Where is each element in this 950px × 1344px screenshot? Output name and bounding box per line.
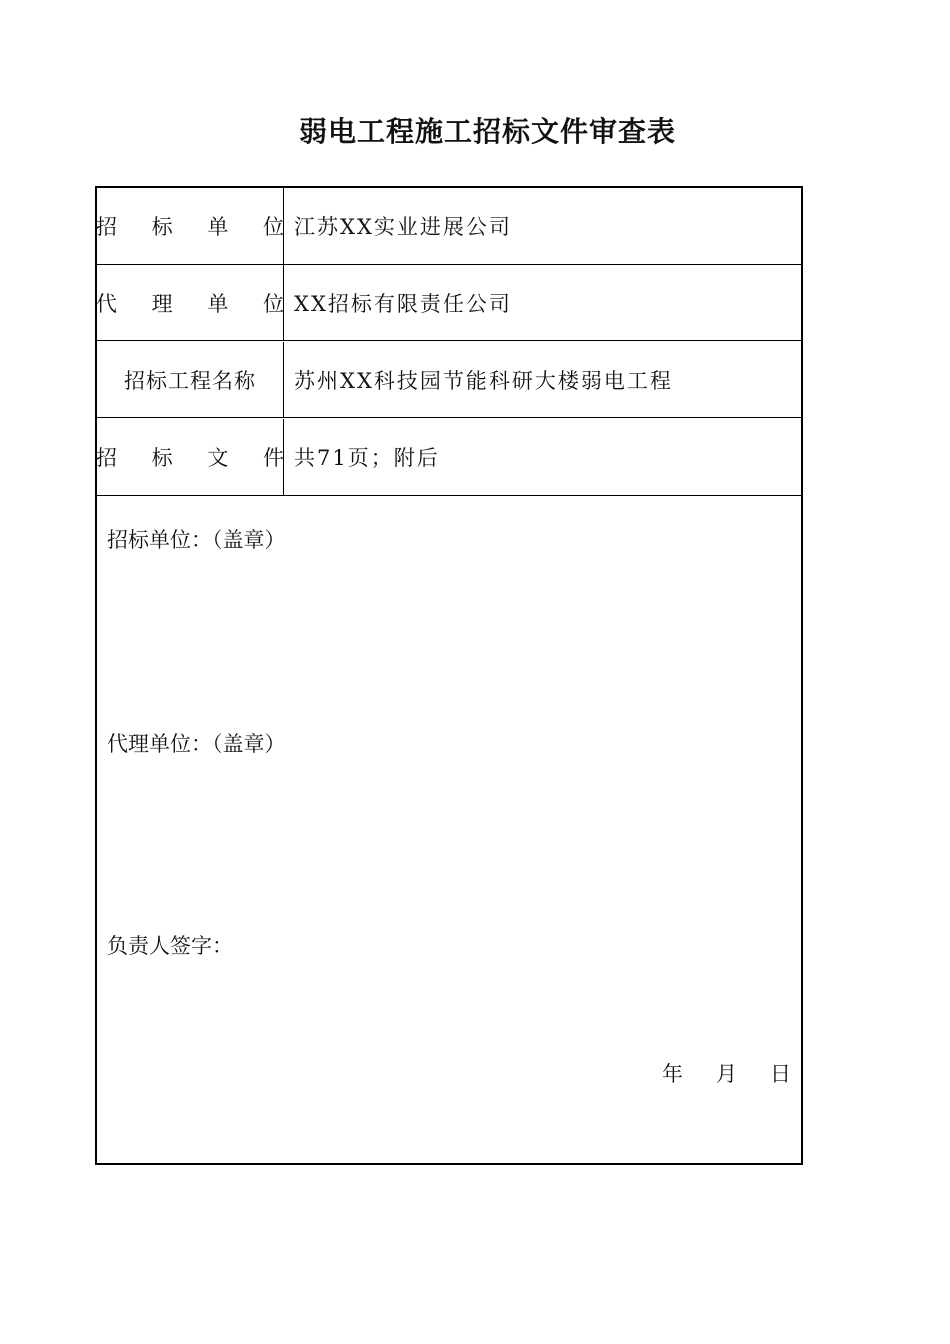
agent-unit-value: XX招标有限责任公司: [294, 291, 512, 316]
row-label-cell: [97, 342, 284, 417]
tender-unit-label: 招 标 单 位: [95, 215, 299, 239]
date-day-label: 日: [770, 1062, 791, 1086]
table-row-tender-unit: [97, 188, 801, 265]
row-label-cell: [95, 265, 299, 340]
agent-unit-label: 代 理 单 位: [95, 291, 299, 316]
tender-documents-label: 招 标 文 件: [95, 446, 299, 470]
tender-documents-value: 共71页；附后: [294, 446, 440, 470]
table-row-project-name: [97, 342, 801, 418]
project-name-value: 苏州XX科技园节能科研大楼弱电工程: [294, 368, 673, 393]
table-row-tender-documents: [97, 419, 801, 496]
row-label-cell: [95, 188, 299, 264]
tender-unit-seal-label: 招标单位：（盖章）: [107, 528, 286, 552]
date-year-label: 年: [662, 1062, 683, 1086]
person-in-charge-signature-label: 负责人签字：: [107, 934, 233, 958]
date-line: [662, 1058, 791, 1088]
tender-unit-value: 江苏XX实业进展公司: [294, 215, 512, 239]
project-name-label: 招标工程名称: [124, 368, 256, 393]
date-month-label: 月: [716, 1062, 737, 1086]
agent-unit-seal-label: 代理单位：（盖章）: [107, 732, 286, 756]
review-form-table: [95, 186, 803, 1165]
table-row-agent-unit: [97, 265, 801, 341]
document-title: 弱电工程施工招标文件审查表: [298, 115, 676, 148]
row-label-cell: [95, 419, 299, 495]
